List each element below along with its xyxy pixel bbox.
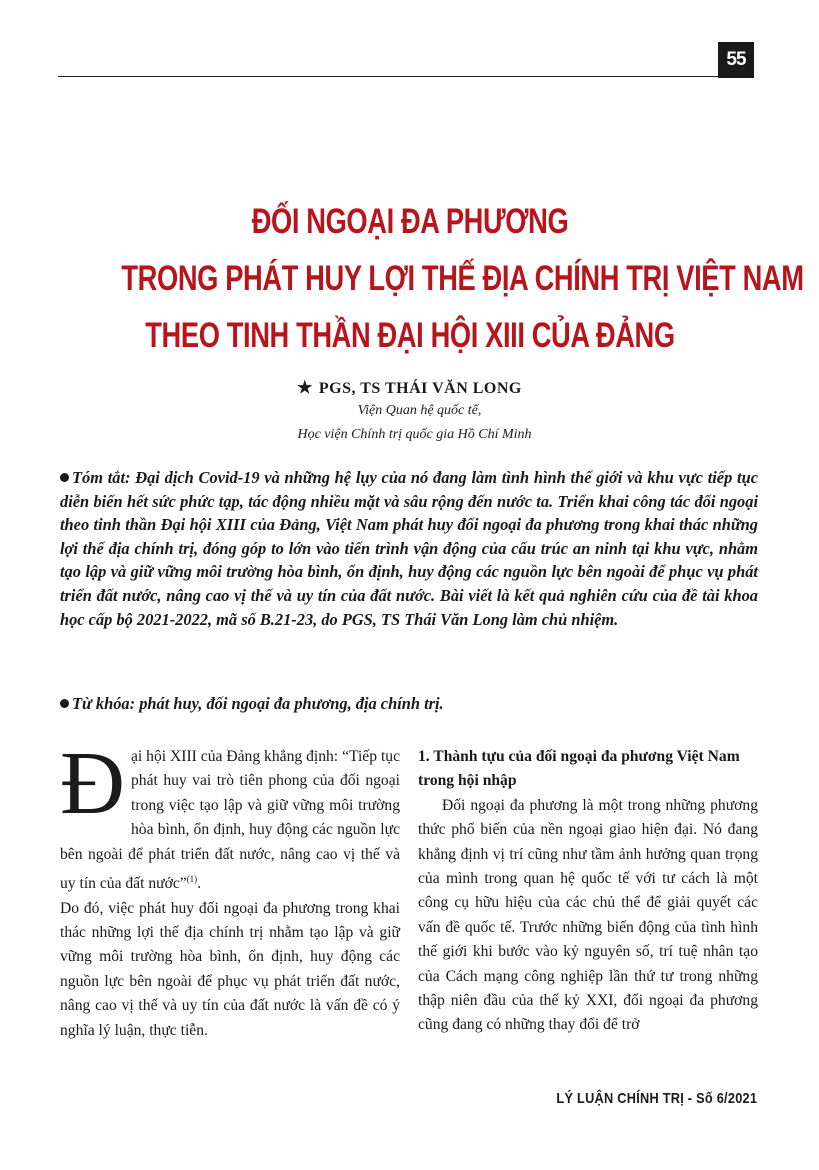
keywords-text: phát huy, đối ngoại đa phương, địa chính trị. xyxy=(135,694,444,713)
title-line-2: TRONG PHÁT HUY LỢI THẾ ĐỊA CHÍNH TRỊ VIỆT NAM xyxy=(121,259,804,298)
abstract-text: Đại dịch Covid-19 và những hệ lụy của nó đang làm tình hình thế giới và khu vực tiếp tục diễn biến hết sức phức tạp, tác động nhiều mặt và sâu rộng đến nước ta. Triển khai công tác đối ngoại theo tinh thần Đại hội XIII của Đảng, Việt Nam phát huy đối ngoại đa phương trong khai thác những lợi thế địa chính trị, đóng góp to lớn vào tiến trình vận động của cấu trúc an ninh tại khu vực, nhằm tạo lập và giữ vững môi trường hòa bình, ổn định, huy động các nguồn lực bên ngoài để phục vụ phát triển đất nước, nâng cao vị thế và uy tín của đất nước. Bài viết là kết quả nghiên cứu của đề tài khoa học cấp bộ 2021-2022, mã số B.21-23, do PGS, TS Thái Văn Long làm chủ nhiệm. xyxy=(60,468,758,629)
star-icon: ★ xyxy=(297,378,313,397)
abstract xyxy=(60,466,758,631)
intro-paragraph xyxy=(60,734,400,897)
body-column-right xyxy=(418,745,758,1038)
page-number: 55 xyxy=(718,42,754,78)
bullet-icon xyxy=(60,473,69,482)
title-line-1: ĐỐI NGOẠI ĐA PHƯƠNG xyxy=(251,202,569,241)
intro-text-end: . xyxy=(197,875,202,893)
keywords-label: Từ khóa: xyxy=(72,694,136,713)
article-title xyxy=(121,193,804,364)
header-rule xyxy=(58,76,718,77)
footnote-ref: (1) xyxy=(186,874,198,885)
body-column-left xyxy=(60,734,400,1043)
drop-cap: Đ xyxy=(60,734,125,833)
section-heading: 1. Thành tựu của đối ngoại đa phương Việt Nam trong hội nhập xyxy=(418,748,740,790)
intro-text: ại hội XIII của Đảng khẳng định: “Tiếp tục phát huy vai trò tiên phong của đối ngoại trong việc tạo lập và giữ vững môi trường hòa bình, ổn định, huy động các nguồn lực bên ngoài để phát triển đất nước, nâng cao vị thế và uy tín của đất nước” xyxy=(60,748,400,893)
author-line xyxy=(0,378,819,398)
keywords xyxy=(60,692,758,715)
title-line-3: THEO TINH THẦN ĐẠI HỘI XIII CỦA ĐẢNG xyxy=(145,316,675,355)
author-affiliation-1: Viện Quan hệ quốc tế, xyxy=(357,403,482,418)
author-affiliation-2: Học viện Chính trị quốc gia Hồ Chí Minh xyxy=(297,427,532,442)
journal-footer: LÝ LUẬN CHÍNH TRỊ - Số 6/2021 xyxy=(556,1090,757,1107)
body-paragraph: Đối ngoại đa phương là một trong những phương thức phổ biến của nền ngoại giao hiện đại. Nó đang khẳng định vị trí cũng như tầm ảnh hưởng quan trọng của mình trong quan hệ quốc tế với tư cách là một công cụ hữu hiệu của các chủ thể để giải quyết các vấn đề quốc tế. Trước những biến động của tình hình thế giới khi bước vào kỷ nguyên số, trí tuệ nhân tạo của Cách mạng công nghiệp lần thứ tư trong những thập niên đầu của thế kỷ XXI, đối ngoại đa phương cũng đang có những thay đổi để trở xyxy=(418,796,758,1034)
body-paragraph: Do đó, việc phát huy đối ngoại đa phương trong khai thác những lợi thế địa chính trị nhằm tạo lập và giữ vững môi trường hòa bình, ổn định, huy động các nguồn lực bên ngoài để phục vụ phát triển đất nước, nâng cao vị thế và uy tín của đất nước là vấn đề có ý nghĩa lý luận, thực tiễn. xyxy=(60,899,400,1039)
author-name: PGS, TS THÁI VĂN LONG xyxy=(318,380,522,397)
abstract-label: Tóm tắt: xyxy=(72,468,131,487)
bullet-icon xyxy=(60,699,69,708)
